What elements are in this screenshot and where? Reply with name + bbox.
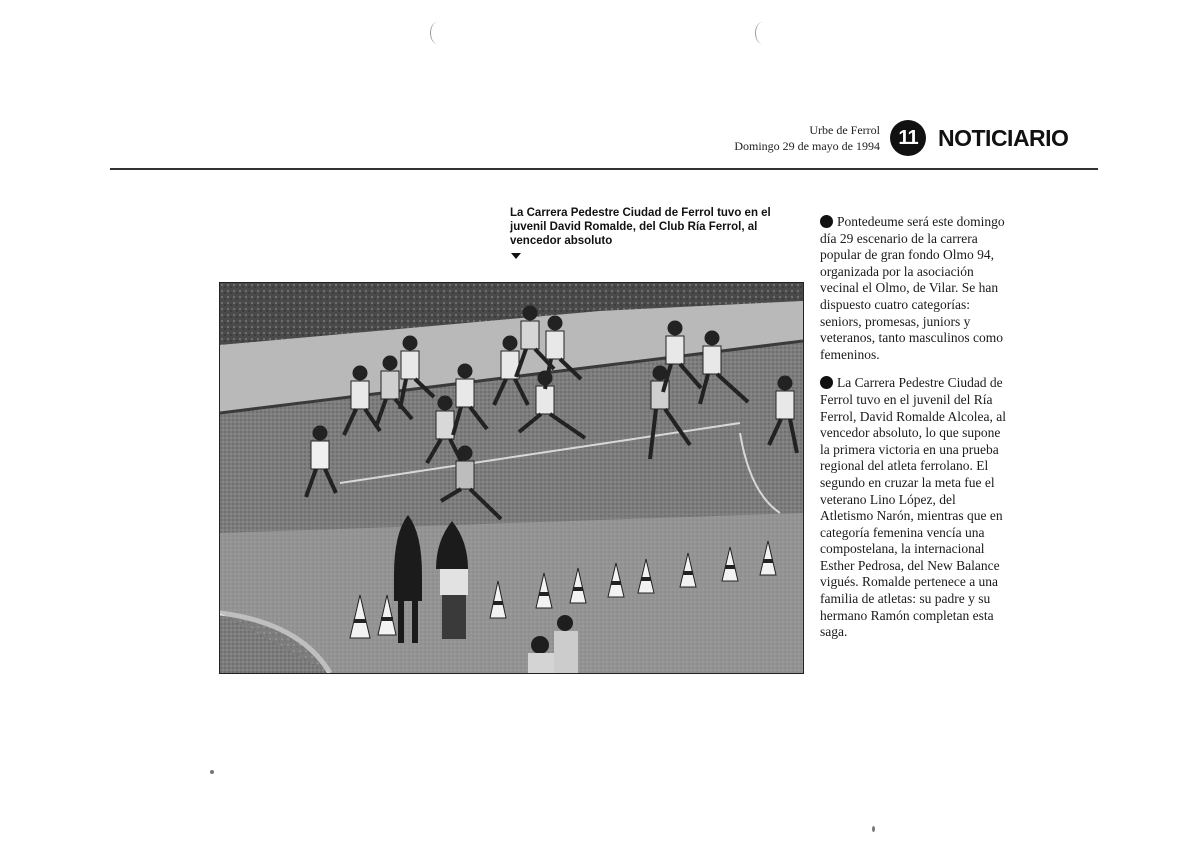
paragraph-text: La Carrera Pedestre Ciudad de Ferrol tuvo en el juvenil del Ría Ferrol, David Romalde Alcolea, al vencedor absoluto, lo que supone la primera victoria en una prueba regional del atleta ferrolano. El segundo en cruzar la meta fue el veterano Lino López, del Atletismo Narón, mientras que en categoría femenina vencía una compostelana, la internacional Esther Pedrosa, del New Balance vigués. Romalde pertenece a una familia de atletas: su padre y su hermano Ramón completan esta saga. [820,375,1006,640]
paragraph-text: Pontedeume será este domingo día 29 escenario de la carrera popular de gran fondo Olmo 94, organizada por la asociación vecinal el Olmo, de Vilar. Se han dispuesto cuatro categorías: seniors, promesas, juniors y veteranos, tanto masculinos como femeninos. [820,214,1005,362]
article-paragraph [820,214,1010,363]
publication-name: Urbe de Ferrol [809,123,880,137]
race-photo [219,282,804,674]
article-paragraph [820,375,1010,641]
scan-speck [210,770,214,774]
race-photo-illustration [220,283,803,673]
article-column [820,214,1010,653]
masthead-info [734,122,880,154]
header-rule [110,168,1098,170]
bullet-dot-icon [820,376,833,389]
publication-date: Domingo 29 de mayo de 1994 [734,139,880,153]
caption-arrow-icon [511,253,521,259]
punch-hole-mark [755,22,770,44]
scan-speck [872,826,875,832]
photo-caption: La Carrera Pedestre Ciudad de Ferrol tuvo en el juvenil David Romalde, del Club Ría Ferrol, al vencedor absoluto [510,207,771,247]
page-number-badge: 11 [890,120,926,156]
bullet-dot-icon [820,215,833,228]
section-title: NOTICIARIO [938,125,1069,151]
punch-hole-mark [430,22,445,44]
